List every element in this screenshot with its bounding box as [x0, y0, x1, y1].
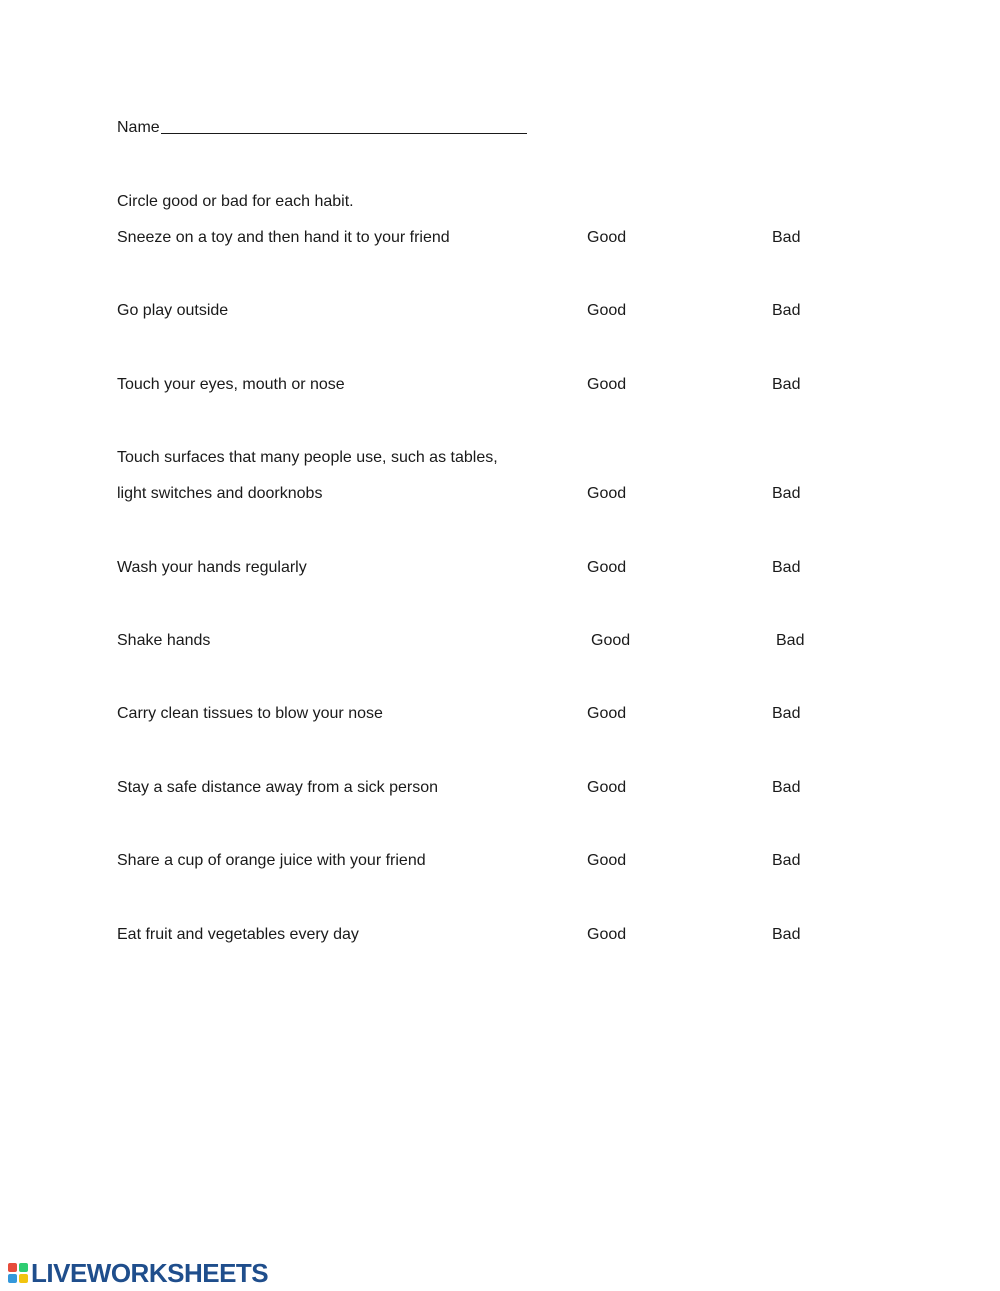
good-option[interactable]: Good [587, 229, 627, 246]
logo-square [19, 1263, 28, 1272]
good-option[interactable]: Good [587, 705, 627, 722]
bad-option[interactable]: Bad [772, 852, 801, 869]
instruction-text: Circle good or bad for each habit. [117, 193, 354, 210]
habit-text-continued: light switches and doorknobs [117, 485, 323, 502]
habit-text: Touch your eyes, mouth or nose [117, 376, 345, 393]
habit-text: Sneeze on a toy and then hand it to your friend [117, 229, 450, 246]
good-option[interactable]: Good [587, 302, 627, 319]
bad-option[interactable]: Bad [776, 632, 805, 649]
liveworksheets-logo [8, 1259, 268, 1287]
good-option[interactable]: Good [587, 852, 627, 869]
bad-option[interactable]: Bad [772, 779, 801, 796]
habit-text: Go play outside [117, 302, 229, 319]
good-option[interactable]: Good [587, 779, 627, 796]
bad-option[interactable]: Bad [772, 559, 801, 576]
habit-text: Share a cup of orange juice with your friend [117, 852, 426, 869]
name-input-line[interactable] [161, 133, 527, 134]
habit-text: Stay a safe distance away from a sick person [117, 779, 439, 796]
habit-text: Touch surfaces that many people use, such as tables, [117, 449, 498, 466]
habit-text: Eat fruit and vegetables every day [117, 926, 359, 943]
good-option[interactable]: Good [591, 632, 631, 649]
habit-text: Carry clean tissues to blow your nose [117, 705, 383, 722]
bad-option[interactable]: Bad [772, 229, 801, 246]
good-option[interactable]: Good [587, 376, 627, 393]
bad-option[interactable]: Bad [772, 926, 801, 943]
bad-option[interactable]: Bad [772, 705, 801, 722]
habit-text: Wash your hands regularly [117, 559, 307, 576]
logo-squares-icon [8, 1263, 28, 1283]
habit-text: Shake hands [117, 632, 211, 649]
logo-square [8, 1274, 17, 1283]
bad-option[interactable]: Bad [772, 485, 801, 502]
bad-option[interactable]: Bad [772, 302, 801, 319]
logo-square [19, 1274, 28, 1283]
logo-text: LIVEWORKSHEETS [31, 1257, 269, 1288]
logo-square [8, 1263, 17, 1272]
good-option[interactable]: Good [587, 559, 627, 576]
good-option[interactable]: Good [587, 926, 627, 943]
name-label: Name [117, 119, 160, 136]
bad-option[interactable]: Bad [772, 376, 801, 393]
good-option[interactable]: Good [587, 485, 627, 502]
